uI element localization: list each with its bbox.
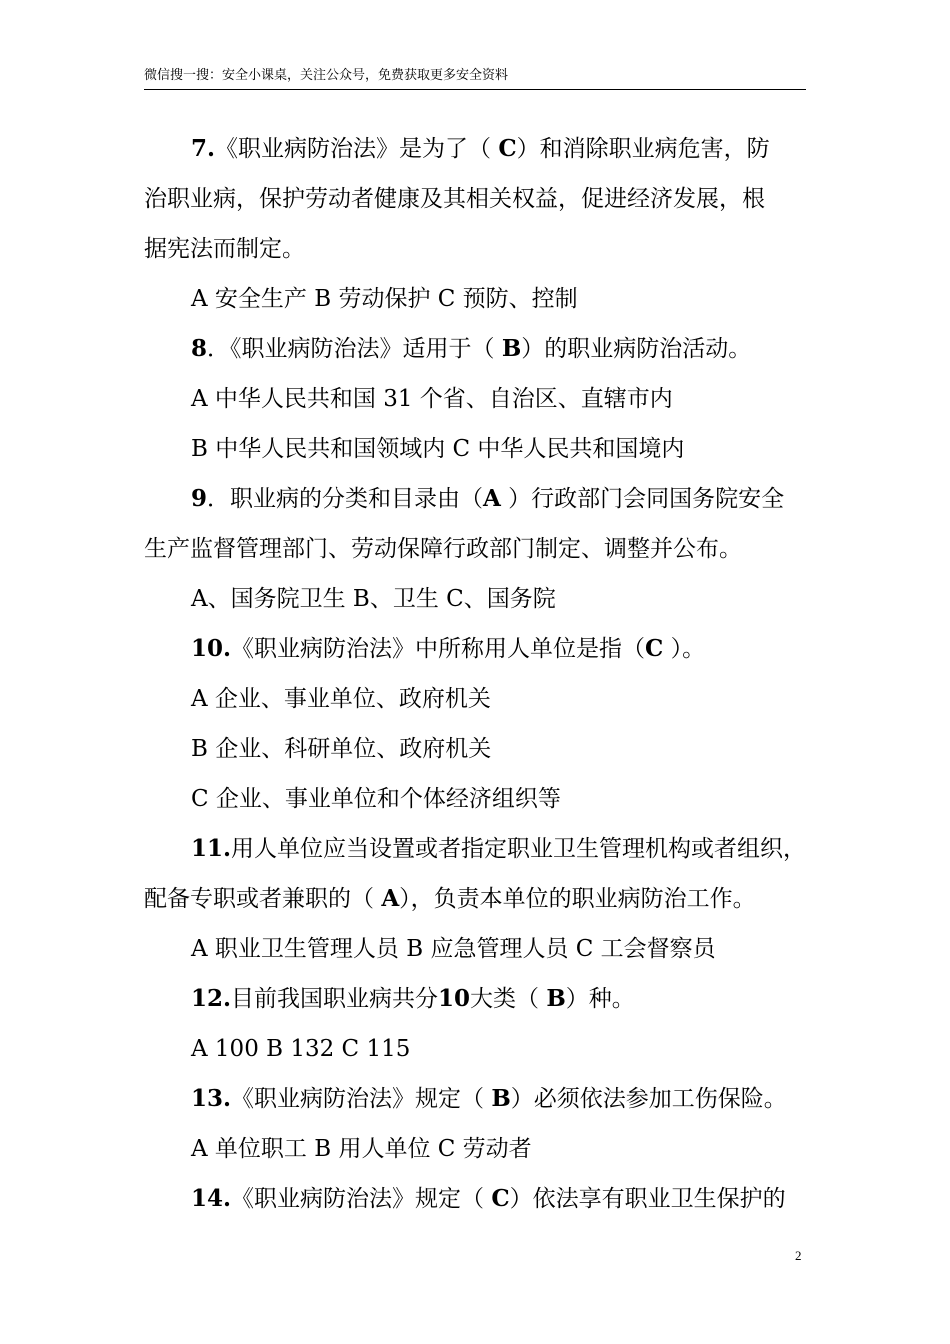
q7-text-b: ）和消除职业病危害，防 — [516, 136, 770, 162]
q7-number: 7. — [191, 135, 216, 162]
q12-ten: 10 — [438, 985, 471, 1012]
header-divider — [144, 89, 806, 90]
q12-number: 12. — [191, 985, 232, 1012]
q7-answer: C — [498, 135, 517, 162]
q11-answer: A — [381, 885, 400, 912]
q8-option-bc: B 中华人民共和国领域内 C 中华人民共和国境内 — [191, 436, 685, 462]
q9-text-a: ．职业病的分类和目录由（ — [207, 486, 484, 512]
q11-line2 — [144, 874, 806, 924]
q12-text-a: 目前我国职业病共分 — [231, 986, 439, 1012]
q13-text-b: ）必须依法参加工伤保险。 — [510, 1086, 787, 1112]
q9-answer: A — [483, 485, 501, 512]
q11-text-c: ），负责本单位的职业病防治工作。 — [399, 886, 756, 912]
q11-text-a: 用人单位应当设置或者指定职业卫生管理机构或者组织， — [231, 836, 807, 862]
q12-line1 — [144, 974, 806, 1024]
page-number: 2 — [795, 1248, 802, 1263]
q7-line1 — [144, 124, 806, 174]
q14-answer: C — [491, 1185, 510, 1212]
q14-text-b: ）依法享有职业卫生保护的 — [509, 1186, 786, 1212]
q9-number: 9 — [191, 485, 208, 512]
q9-options: A、国务院卫生 B、卫生 C、国务院 — [191, 586, 556, 612]
q11-line1 — [144, 824, 806, 874]
q10-text-b: ）。 — [663, 636, 706, 662]
q12-answer: B — [546, 985, 566, 1012]
q10-option-b: B 企业、科研单位、政府机关 — [191, 736, 492, 762]
q11-text-b: 配备专职或者兼职的（ — [144, 886, 382, 912]
q14-text-a: 《职业病防治法》规定（ — [231, 1186, 492, 1212]
q7-options: A 安全生产 B 劳动保护 C 预防、控制 — [191, 286, 578, 312]
q12-options: A 100 B 132 C 115 — [191, 1036, 411, 1062]
q12-text-b: 大类（ — [470, 986, 547, 1012]
q13-line1 — [144, 1074, 806, 1124]
q7-text-a: 《职业病防治法》是为了（ — [215, 136, 499, 162]
q10-option-a: A 企业、事业单位、政府机关 — [191, 686, 491, 712]
q13-answer: B — [491, 1085, 511, 1112]
q11-number: 11. — [191, 835, 232, 862]
q8-answer: B — [501, 335, 522, 362]
q8-text-a: ．《职业病防治法》适用于（ — [207, 336, 502, 362]
q11-options: A 职业卫生管理人员 B 应急管理人员 C 工会督察员 — [191, 936, 716, 962]
q8-line1 — [144, 324, 806, 374]
q10-number: 10. — [191, 635, 232, 662]
q13-text-a: 《职业病防治法》规定（ — [231, 1086, 492, 1112]
q7-line3: 据宪法而制定。 — [144, 236, 305, 262]
document-body — [144, 124, 806, 1224]
q12-text-c: ）种。 — [565, 986, 635, 1012]
q10-option-c: C 企业、事业单位和个体经济组织等 — [191, 786, 561, 812]
q8-text-b: ）的职业病防治活动。 — [521, 336, 752, 362]
q9-line2: 生产监督管理部门、劳动保障行政部门制定、调整并公布。 — [144, 536, 742, 562]
q8-number: 8 — [191, 335, 208, 362]
q7-line2: 治职业病，保护劳动者健康及其相关权益，促进经济发展，根 — [144, 186, 765, 212]
q10-text-a: 《职业病防治法》中所称用人单位是指（ — [231, 636, 646, 662]
q14-number: 14. — [191, 1185, 232, 1212]
q13-options: A 单位职工 B 用人单位 C 劳动者 — [191, 1136, 532, 1162]
q9-text-b: ）行政部门会同国务院安全 — [500, 486, 785, 512]
page-header: 微信搜一搜：安全小课桌，关注公众号，免费获取更多安全资料 — [144, 68, 509, 83]
q10-line1 — [144, 624, 806, 674]
q10-answer: C — [645, 635, 664, 662]
q8-option-a: A 中华人民共和国 31 个省、自治区、直辖市内 — [191, 386, 673, 412]
q13-number: 13. — [191, 1085, 232, 1112]
q9-line1 — [144, 474, 806, 524]
q14-line1 — [144, 1174, 806, 1224]
